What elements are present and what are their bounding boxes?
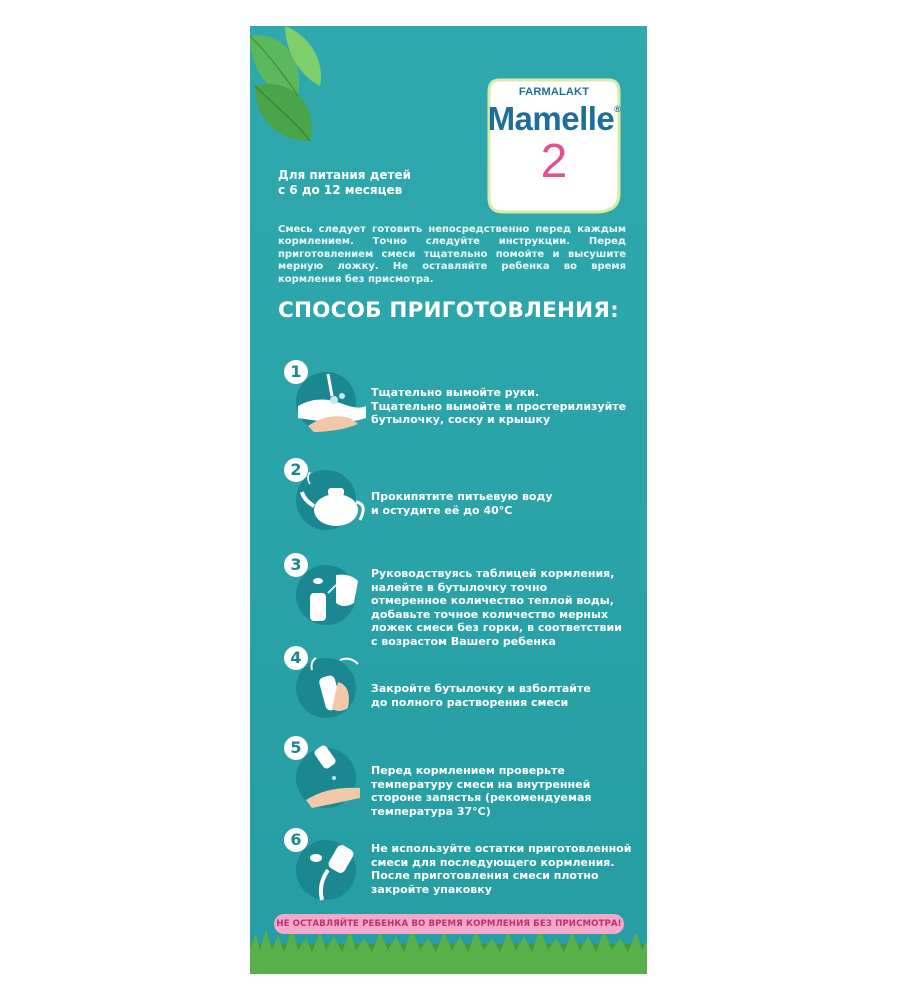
step-number: 3 [284,553,308,577]
brand-maker: FARMALAKT [518,86,590,98]
step-text-line: Тщательно вымойте и простерилизуйте [371,399,627,413]
leaves-icon [250,26,390,166]
age-note-line: Для питания детей [278,168,412,182]
step-number: 2 [284,458,308,482]
step-text-line: температуру смеси на внутренней [371,777,591,791]
step-number: 1 [284,360,308,384]
step-text [371,490,636,517]
step-number: 4 [284,646,308,670]
step-text [371,567,636,648]
section-heading: СПОСОБ ПРИГОТОВЛЕНИЯ: [278,298,619,323]
step-text-line: бутылочку, соску и крышку [371,413,551,426]
step-number: 6 [284,828,308,852]
step-number: 5 [284,736,308,760]
step-text [371,386,636,427]
step-text-line: отмеренное количество теплой воды, [371,594,614,607]
step-text-line: Руководствуясь таблицей кормления, [371,567,615,580]
step-3 [278,555,638,651]
age-note [278,168,458,198]
step-text-line: смеси для последующего кормления. [371,855,615,869]
step-text [371,682,636,709]
brand-stage: 2 [540,135,568,188]
step-text-line: Закройте бутылочку и взболтайте [371,682,591,695]
intro-text: Смесь следует готовить непосредственно перед каждым кормлением. Точно следуйте инструкции. Перед приготовлением смеси тщательно помойте и высушите мерную ложку. Не оставляйте ребенка во время кормления без присмотра. [278,224,626,285]
step-text-line: добавьте точное количество мерных [371,607,609,621]
step-text-line: Тщательно вымойте руки. [371,386,540,399]
step-1 [278,362,638,458]
step-text-line: Прокипятите питьевую воду [371,490,553,503]
step-text-line: температура 37°С) [371,804,491,818]
step-4 [278,648,638,744]
step-text [371,764,636,818]
step-text-line: закройте упаковку [371,882,492,896]
step-2 [278,460,638,556]
step-text-line: и остудите её до 40°С [371,503,513,517]
brand-name [485,100,623,138]
step-text-line: налейте в бутылочку точно [371,580,548,594]
registered-mark: ® [614,104,621,114]
step-text-line: Не используйте остатки приготовленной [371,842,632,855]
warning-banner: НЕ ОСТАВЛЯЙТЕ РЕБЕНКА ВО ВРЕМЯ КОРМЛЕНИЯ БЕЗ ПРИСМОТРА! [274,914,624,934]
instruction-panel [250,26,647,974]
brand-name-text: Mamelle [487,100,615,137]
step-text-line: После приготовления смеси плотно [371,869,599,882]
step-text-line: Перед кормлением проверьте [371,764,565,777]
step-5 [278,738,638,834]
step-text-line: стороне запястья (рекомендуемая [371,791,592,804]
step-text [371,842,636,896]
brand-logo [485,76,623,216]
step-text-line: ложек смеси без горки, в соответствии [371,621,622,634]
step-text-line: до полного растворения смеси [371,695,569,709]
age-note-line: с 6 до 12 месяцев [278,183,403,197]
step-text-line: с возрастом Вашего ребенка [371,634,556,648]
